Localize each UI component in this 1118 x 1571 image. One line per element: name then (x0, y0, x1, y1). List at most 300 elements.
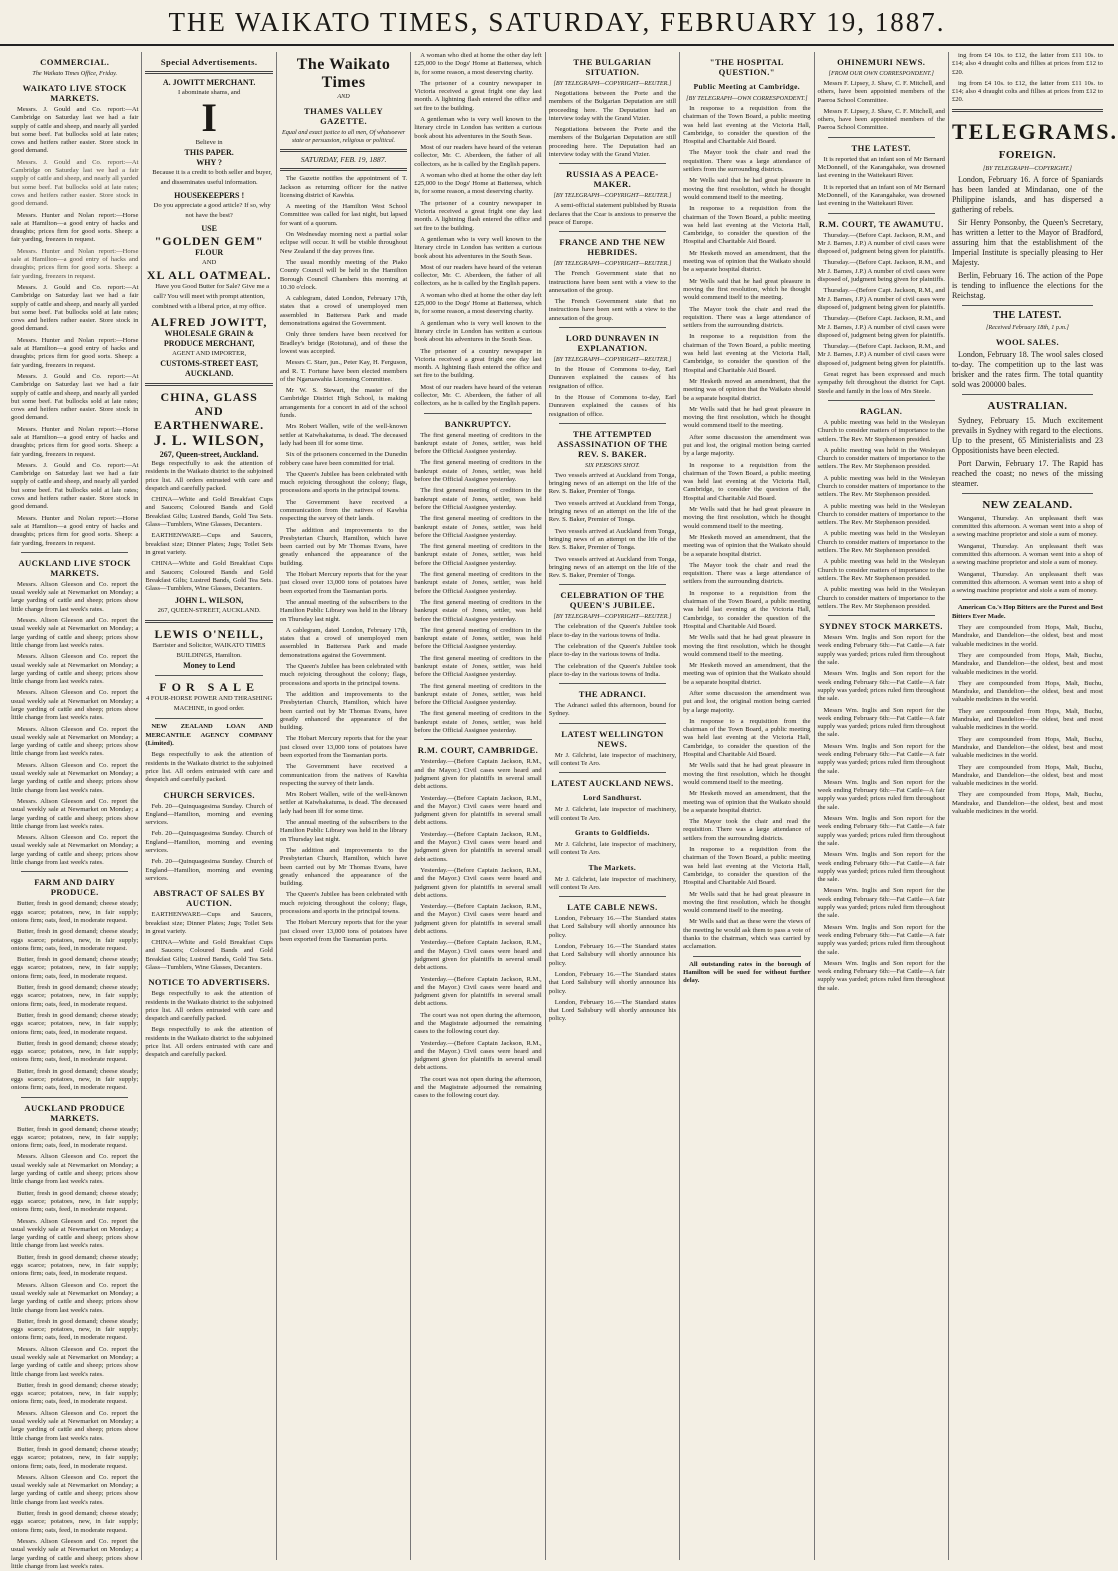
news-item: Sydney, February 15. Much excitement prevails in Sydney with regard to the elections. Up to the present, 65 Ministerialists and 23 Oppositionists have been elected. (951, 415, 1103, 455)
heading-new-zealand: NEW ZEALAND. (982, 498, 1073, 511)
ad-lewis-detail: Barrister and Solicitor, WAIKATO TIMES BUILDINGS, Hamilton. (152, 642, 266, 660)
ad-for-sale (145, 680, 272, 714)
news-item: The addition and improvements to the Presbyterian Church, Hamilton, which have been carried out by Mr Thomas Evans, have greatly enhanced the appearance of the building. (279, 846, 408, 888)
news-item: Mrs Robert Wallen, wife of the well-known settler at Kaiwhakatuma, is dead. The deceased lady had been ill for some time. (279, 423, 408, 447)
divider (559, 423, 666, 424)
article-paragraph: Messrs. Hunter and Nolan report:—Horse sale at Hamilton—a good entry of hacks and draughts; prices firm for good sorts. Sheep: a fair yarding, freezers in request. (11, 247, 139, 280)
ad-line: THIS PAPER. (184, 148, 234, 157)
divider (145, 620, 272, 623)
ad-text: Begs respectfully to ask the attention of residents in the Waikato district to the subjoined price list. All orders entrusted with care and despatch and carefully packed. (145, 1026, 273, 1059)
news-item: The Hobart Mercury reports that for the year just closed over 13,000 tons of potatoes have been exported from the Tasmanian ports. (279, 919, 408, 943)
news-item: The Queen's Jubilee has been celebrated with much rejoicing throughout the colony; flags, processions and sports in the principal towns. (279, 470, 408, 495)
news-item: Yesterday.—(Before Captain Jackson, R.M., and the Mayor.) Civil cases were heard and judgment given for plaintiffs in several small debt actions. (414, 975, 542, 1008)
article-paragraph: Messrs. Alison Gleeson and Co. report the usual weekly sale at Newmarket on Monday; a large yarding of cattle and sheep; prices show little change from last week's rates. (11, 1345, 139, 1378)
news-item: Wanganui, Thursday. An unpleasant theft was committed this afternoon. A woman went into a shop of a sewing machine proprietor and stole a sum of money. (951, 570, 1103, 595)
hop-bitters-ad-text: They are compounded from Hops, Malt, Buchu, Mandrake, and Dandelion—the oldest, best and most valuable medicines in the world. (951, 735, 1103, 760)
ad-big-letter: I (201, 95, 217, 140)
article-paragraph: Messrs. Alison Gleeson and Co. report the usual weekly sale at Newmarket on Monday; a large yarding of cattle and sheep; prices show little change from last week's rates. (11, 1217, 139, 1250)
divider (559, 231, 666, 232)
dateline: The Waikato Times Office, Friday. (32, 70, 118, 77)
news-item: The prisoner of a country newspaper in Victoria received a great fright one day last month. A lightning flash entered the office and set fire to the building. (414, 347, 542, 380)
heading-jubilee: CELEBRATION OF THE QUEEN'S JUBILEE. (560, 590, 665, 611)
divider (559, 584, 666, 585)
heading-wellington: LATEST WELLINGTON NEWS. (561, 728, 664, 749)
divider (145, 383, 272, 386)
news-item: The Hobart Mercury reports that for the year just closed over 13,000 tons of potatoes have been exported from the Tasmanian ports. (279, 571, 408, 595)
news-item: The addition and improvements to the Presbyterian Church, Hamilton, which have been carried out by Mr Thomas Evans, have greatly enhanced the appearance of the building. (279, 526, 408, 567)
article-paragraph: Butter, fresh in good demand; cheese steady; eggs scarce; potatoes, new, in fair supply; onions firm; oats, feed, in moderate request. (11, 1381, 139, 1406)
paper-name: The Waikato Times (296, 56, 391, 91)
article-paragraph: Messrs. Alison Gleeson and Co. report the usual weekly sale at Newmarket on Monday; a large yarding of cattle and sheep; prices show little change from last week's rates. (11, 689, 139, 722)
article-paragraph: Butter, fresh in good demand; cheese steady; eggs scarce; potatoes, new, in fair supply; onions firm; oats, feed, in moderate request. (11, 1253, 139, 1278)
news-item: Most of our readers have heard of the veteran collector, Mr. C. Aberdeen, the father of all collectors, as he is called by the English papers. (414, 383, 542, 408)
news-item: Only three tenders have been received for Bradley's bridge (Rototuna), and of these the lowest was accepted. (279, 331, 408, 355)
heading-sydney-stock: SYDNEY STOCK MARKETS. (819, 621, 943, 632)
news-item: Thursday.—(Before Capt. Jackson, R.M., and Mr J. Barnes, J.P.) A number of civil cases were disposed of, judgment being given for plaintiffs. (817, 315, 945, 339)
ad-text: Feb. 20—Quinquagesima Sunday. Church of England—Hamilton, morning and evening services. (145, 802, 273, 827)
article-paragraph: Messrs. Alison Gleeson and Co. report the usual weekly sale at Newmarket on Monday; a large yarding of cattle and sheep; prices show little change from last week's rates. (11, 1409, 139, 1442)
news-item: The first general meeting of creditors in the bankrupt estate of Jones, settler, was held before the Official Assignee yesterday. (414, 487, 542, 511)
divider (828, 400, 935, 401)
news-item: Mr Hesketh moved an amendment, that the meeting was of opinion that the Waikato should be a separate hospital district. (683, 533, 811, 558)
article-paragraph: Butter, fresh in good demand; cheese steady; eggs scarce; potatoes, new, in fair supply; onions firm; oats, feed, in moderate request. (11, 900, 139, 924)
news-item: Yesterday.—(Before Captain Jackson, R.M., and the Mayor.) Civil cases were heard and judgment given for plaintiffs in several small debt actions. (414, 903, 542, 936)
heading-australian: AUSTRALIAN. (987, 399, 1068, 412)
news-item: A gentleman who is very well known to the literary circle in London has written a curious book about his adventures in the South Seas. (414, 319, 542, 344)
ad-text: Have you Good Butter for Sale? Give me a call? You will meet with prompt attention, combined with a liberal price, at my office. (152, 283, 270, 310)
news-item: Great regret has been expressed and much sympathy felt throughout the district for Capt. Steele and family in the loss of Mrs Steele. (817, 371, 945, 395)
masthead (0, 0, 1114, 46)
divider (559, 327, 666, 328)
news-item: Two vessels arrived at Auckland from Tonga, bringing news of an attempt on the life of the Rev. S. Baker, Premier of Tonga. (548, 471, 677, 496)
article-paragraph: Messrs. Hunter and Nolan report:—Horse sale at Hamilton—a good entry of hacks and draughts; prices firm for good sorts. Sheep: a fair yarding, freezers in request. (11, 211, 139, 244)
hop-bitters-ad-text: They are compounded from Hops, Malt, Buchu, Mandrake, and Dandelion—the oldest, best and most valuable medicines in the world. (951, 791, 1103, 815)
article-paragraph: Butter, fresh in good demand; cheese steady; eggs scarce; potatoes, new, in fair supply; onions firm; oats, feed, in moderate request. (11, 1011, 139, 1036)
news-item: Mr W. S. Stewart, the master of the Cambridge District High School, is making arrangements for a concert in aid of the school funds. (279, 387, 408, 420)
news-item: A woman who died at home the other day left £25,000 to the Dogs' Home at Battersea, which is, for some reason, a most deserving charity. (414, 291, 542, 316)
news-item: Messrs Wm. Inglis and Son report for the week ending February 6th:—Fat Cattle—A fair supply was yarded; prices ruled firm throughout the sale. (817, 706, 945, 739)
news-item: Yesterday.—(Before Captain Jackson, R.M., and the Mayor.) Civil cases were heard and judgment given for plaintiffs in several small debt actions. (414, 939, 542, 972)
news-item: Messrs F. Lipsey, J. Shaw, C. F. Mitchell, and others, have been appointed members of the Paeroa School Committee. (817, 80, 945, 104)
news-item: The French Government state that no instructions have been sent with a view to the annexation of the group. (548, 298, 677, 322)
heading-dunraven: LORD DUNRAVEN IN EXPLANATION. (565, 333, 659, 354)
news-item: Mr Wells said that he had great pleasure in moving the first resolution, which he thought would commend itself to the meeting. (683, 506, 811, 530)
article-paragraph: Messrs. Alison Gleeson and Co. report the usual weekly sale at Newmarket on Monday; a large yarding of cattle and sheep; prices show little change from last week's rates. (11, 653, 139, 686)
divider (559, 163, 666, 164)
telegraph-credit: [BY TELEGRAPH—OWN CORRESPONDENT.] (686, 95, 808, 102)
article-paragraph: Messrs. Alison Gleeson and Co. report the usual weekly sale at Newmarket on Monday; a large yarding of cattle and sheep; prices show little change from last week's rates. (11, 761, 139, 794)
article-paragraph: Messrs. J. Gould and Co. report:—At Cambridge on Saturday last we had a fair supply of cattle and sheep, and nearly all yarded but some beef. Fat bullocks sold at late rates; cows and heifers rather easier. Store stock in good demand. (11, 158, 139, 208)
article-paragraph: Messrs. Alison Gleeson and Co. report the usual weekly sale at Newmarket on Monday; a large yarding of cattle and sheep; prices show little change from last week's rates. (11, 1473, 139, 1506)
news-item: A public meeting was held in the Wesleyan Church to consider matters of importance to the settlers. The Rev. Mr Stephenson presided. (817, 446, 945, 471)
news-item: Six of the prisoners concerned in the Dunedin robbery case have been committed for trial. (279, 451, 408, 467)
heading-adranci: THE ADRANCI. (578, 689, 647, 700)
divider (21, 1097, 128, 1098)
divider (559, 683, 666, 684)
news-item: Messrs Wm. Inglis and Son report for the week ending February 6th:—Fat Cattle—A fair supply was yarded; prices ruled firm throughout the sale. (817, 778, 945, 811)
news-item: In response to a requisition from the chairman of the Town Board, a public meeting was held last evening at the Victoria Hall, Cambridge, to consider the question of the Hospital and Charitable Aid Board. (683, 717, 811, 759)
news-item: The Government have received a communication from the natives of Kawhia respecting the survey of their lands. (279, 498, 408, 523)
ad-text: CHINA—White and Gold Breakfast Cups and Saucers; Coloured Bands and Gold Breakfast Gilts; Lustred Bands, Gold Tea Sets. Glass—Tumblers, Wine Glasses, Decanters. (145, 560, 273, 593)
telegraph-credit: [BY TELEGRAPH—COPYRIGHT—REUTER.] (553, 613, 672, 621)
news-item: The first general meeting of creditors in the bankrupt estate of Jones, settler, was held before the Official Assignee yesterday. (414, 654, 542, 679)
news-item: A gentleman who is very well known to the literary circle in London has written a curious book about his adventures in the South Seas. (414, 235, 542, 260)
ad-line: Believe in (195, 139, 223, 146)
news-item: Yesterday.—(Before Captain Jackson, R.M., and the Mayor.) Civil cases were heard and judgment given for plaintiffs in several small debt actions. (414, 794, 542, 827)
news-item: The Government have received a communication from the natives of Kawhia respecting the survey of their lands. (279, 763, 408, 787)
ad-role: WHOLESALE GRAIN & PRODUCE MERCHANT, (163, 329, 255, 348)
news-item: A public meeting was held in the Wesleyan Church to consider matters of importance to the settlers. The Rev. Mr Stephenson presided. (817, 530, 945, 555)
heading-notice: NOTICE TO ADVERTISERS. (148, 977, 270, 988)
news-item: Mr Wells said that he had great pleasure in moving the first resolution, which he thought would commend itself to the meeting. (683, 634, 811, 658)
subheading-goldfields: Grants to Goldfields. (575, 827, 650, 837)
news-item: Yesterday.—(Before Captain Jackson, R.M., and the Mayor.) Civil cases were heard and judgment given for plaintiffs in several small debt actions. (414, 866, 542, 899)
columns (8, 52, 1118, 1570)
news-item: London, February 16. A force of Spaniards has been landed at Mindanao, one of the Philippine islands, and has dispersed a gathering of rebels. (951, 174, 1103, 214)
column-hospital (680, 52, 814, 1560)
news-item: The first general meeting of creditors in the bankrupt estate of Jones, settler, was held before the Official Assignee yesterday. (414, 682, 542, 707)
news-item: A public meeting was held in the Wesleyan Church to consider matters of importance to the settlers. The Rev. Mr Stephenson presided. (817, 502, 945, 527)
ad-wilson-address: 267, Queen-street, Auckland. (159, 450, 259, 459)
divider (828, 137, 935, 138)
article-paragraph: Messrs. Alison Gleeson and Co. report the usual weekly sale at Newmarket on Monday; a large yarding of cattle and sheep; prices show little change from last week's rates. (11, 617, 139, 649)
news-item: The first general meeting of creditors in the bankrupt estate of Jones, settler, was held before the Official Assignee yesterday. (414, 543, 542, 567)
news-item: After some discussion the amendment was put and lost, the original motion being carried by a large majority. (683, 690, 811, 714)
divider (559, 772, 666, 773)
ad-wilson-name: J. L. WILSON, (153, 433, 265, 449)
subheading-meeting: Public Meeting at Cambridge. (693, 82, 801, 91)
news-item: A woman who died at home the other day left £25,000 to the Dogs' Home at Battersea, which is, for some reason, a most deserving charity. (414, 171, 542, 196)
news-item: Mr Hesketh moved an amendment, that the meeting was of opinion that the Waikato should be a separate hospital district. (683, 790, 811, 814)
news-item: A cablegram, dated London, February 17th, states that a crowd of unemployed men assembled in Battersea Park and made demonstrations against the Government. (279, 626, 408, 659)
news-item: Mr Wells said that he had great pleasure in moving the first resolution, which he thought would commend itself to the meeting. (683, 405, 811, 430)
article-paragraph: Messrs. Alison Gleeson and Co. report the usual weekly sale at Newmarket on Monday; a large yarding of cattle and sheep; prices show little change from last week's rates. (11, 1281, 139, 1314)
ad-text: CHINA—White and Gold Breakfast Cups and Saucers; Coloured Bands and Gold Breakfast Gilts; Lustred Bands, Gold Tea Sets. Glass—Tumblers, Wine Glasses, Decanters. (145, 939, 273, 971)
news-item: Messrs Wm. Inglis and Son report for the week ending February 6th:—Fat Cattle—A fair supply was yarded; prices ruled firm throughout the sale. (817, 670, 945, 703)
heading-hospital: "THE HOSPITAL QUESTION." (709, 57, 784, 77)
news-item: In response to a requisition from the chairman of the Town Board, a public meeting was held last evening at the Victoria Hall, Cambridge, to consider the question of the Hospital and Charitable Aid Board. (683, 589, 811, 630)
divider (952, 109, 1103, 112)
news-item: The prisoner of a country newspaper in Victoria received a great fright one day last month. A lightning flash entered the office and set fire to the building. (414, 199, 542, 232)
divider (962, 394, 1093, 395)
ad-text: Feb. 20—Quinquagesima Sunday. Church of England—Hamilton, morning and evening services. (145, 858, 273, 882)
telegraph-credit: [BY TELEGRAPH—COPYRIGHT—REUTER.] (553, 80, 672, 87)
article-paragraph: Butter, fresh in good demand; cheese steady; eggs scarce; potatoes, new, in fair supply; onions firm; oats, feed, in moderate request. (11, 1445, 139, 1470)
news-item: A public meeting was held in the Wesleyan Church to consider matters of importance to the settlers. The Rev. Mr Stephenson presided. (817, 558, 945, 582)
heading-church: CHURCH SERVICES. (163, 789, 255, 800)
news-item: The usual monthly meeting of the Piako County Council will be held in the Hamilton Borough Council Chambers this morning at 10.30 o'clock. (279, 258, 408, 291)
article-paragraph: Messrs. J. Gould and Co. report:—At Cambridge on Saturday last we had a fair supply of cattle and sheep, and nearly all yarded but some beef. Fat bullocks sold at late rates; cows and heifers rather easier. Store stock in good demand. (11, 283, 139, 333)
hop-bitters-ad-title: American Co.'s Hop Bitters are the Purest and Best Bitters Ever Made. (951, 604, 1103, 620)
divider (155, 675, 262, 676)
paper-subtitle: THAMES VALLEY GAZETTE. (303, 106, 384, 126)
article-paragraph: Butter, fresh in good demand; cheese steady; eggs scarce; potatoes, new, in fair supply; onions firm; oats, feed, in moderate request. (11, 1189, 139, 1214)
divider (424, 739, 531, 740)
article-paragraph: Butter, fresh in good demand; cheese steady; eggs scarce; potatoes, new, in fair supply; onions firm; oats, feed, in moderate request. (11, 928, 139, 952)
ad-text: Because it is a credit to both seller and buyer, and disseminates useful information. (152, 169, 273, 186)
subheading-markets: The Markets. (588, 862, 637, 872)
ad-address: CUSTOMS-STREET EAST, AUCKLAND. (160, 359, 259, 378)
paper-motto: Equal and exact justice to all men, Of whatsoever state or persuasion, religious or political. (281, 129, 406, 144)
news-item: Wanganui, Thursday. An unpleasant theft was committed this afternoon. A woman went into a shop of a sewing machine proprietor and stole a sum of money. (951, 542, 1103, 567)
article-paragraph: Butter, fresh in good demand; cheese steady; eggs scarce; potatoes, new, in fair supply; onions firm; oats, feed, in moderate request. (11, 984, 139, 1008)
telegraph-credit: [BY TELEGRAPH—COPYRIGHT—REUTER.] (553, 192, 672, 200)
news-item: On Wednesday morning next a partial solar eclipse will occur. It will be visible throughout New Zealand if the day proves fine. (279, 231, 408, 255)
news-item: The Mayor took the chair and read the requisition. There was a large attendance of settlers from the surrounding districts. (683, 561, 811, 586)
news-item: Messrs Wm. Inglis and Son report for the week ending February 6th:—Fat Cattle—A fair supply was yarded; prices ruled firm throughout the sale. (817, 887, 945, 920)
news-item: The French Government state that no instructions have been sent with a view to the annexation of the group. (548, 270, 677, 294)
heading-farm-produce: FARM AND DAIRY PRODUCE. (34, 877, 116, 898)
article-paragraph: Butter, fresh in good demand; cheese steady; eggs scarce; potatoes, new, in fair supply; onions firm; oats, feed, in moderate request. (11, 956, 139, 980)
heading-ohinemuri: OHINEMURI NEWS. (837, 57, 926, 67)
heading-livestock: WAIKATO LIVE STOCK MARKETS. (22, 83, 127, 103)
news-item: Mr Wells said that he had great pleasure in moving the first resolution, which he thought would commend itself to the meeting. (683, 890, 811, 915)
news-item: ing from £4 10s. to £12, the latter from £11 10s. to £14; also 4 draught colts and fillies at prices from £12 to £20. (951, 79, 1103, 104)
news-item: Berlin, February 16. The action of the Pope is tending to influence the elections for the Reichstag. (951, 270, 1103, 300)
news-item: Yesterday.—(Before Captain Jackson, R.M., and the Mayor.) Civil cases were heard and judgment given for plaintiffs in several small debt actions. (414, 830, 542, 863)
article-paragraph: Butter, fresh in good demand; cheese steady; eggs scarce; potatoes, new, in fair supply; onions firm; oats, feed, in moderate request. (11, 1039, 139, 1064)
news-item: Wanganui, Thursday. An unpleasant theft was committed this afternoon. A woman went into a shop of a sewing machine proprietor and stole a sum of money. (951, 514, 1103, 539)
divider (155, 718, 262, 719)
hop-bitters-ad-text: They are compounded from Hops, Malt, Buchu, Mandrake, and Dandelion—the oldest, best and most valuable medicines in the world. (951, 763, 1103, 788)
news-item: Sir Henry Ponsonby, the Queen's Secretary, has written a letter to the Mayor of Bradford, assuring him that the establishment of the Imperial Institute is specially pleasing to Her Majesty. (951, 217, 1103, 267)
news-item: After some discussion the amendment was put and lost, the original motion being carried by a large majority. (683, 433, 811, 458)
divider (962, 493, 1093, 494)
article-paragraph: Butter, fresh in good demand; cheese steady; eggs scarce; potatoes, new, in fair supply; onions firm; oats, feed, in moderate request. (11, 1067, 139, 1092)
heading-abstract: ABSTRACT OF SALES BY AUCTION. (153, 888, 266, 909)
article-paragraph: Butter, fresh in good demand; cheese steady; eggs scarce; potatoes, new, in fair supply; onions firm; oats, feed, in moderate request. (11, 1317, 139, 1342)
heading-commercial: COMMERCIAL. (40, 57, 110, 67)
heading-auckland-livestock: AUCKLAND LIVE STOCK MARKETS. (18, 557, 131, 578)
news-item: Messrs Wm. Inglis and Son report for the week ending February 6th:—Fat Cattle—A fair supply was yarded; prices ruled firm throughout the sale. (817, 815, 945, 847)
article-paragraph: Messrs. Alison Gleeson and Co. report the usual weekly sale at Newmarket on Monday; a large yarding of cattle and sheep; prices show little change from last week's rates. (11, 725, 139, 758)
news-item: Port Darwin, February 17. The Rapid has reached the coast; no news of the missing steamer. (951, 458, 1103, 488)
news-item: London, February 18. The wool sales closed to-day. The competition up to the last was brisker and the rates firm. The total quantity sold was 200000 bales. (951, 349, 1103, 389)
hop-bitters-ad-text: They are compounded from Hops, Malt, Buchu, Mandrake, and Dandelion—the oldest, best and most valuable medicines in the world. (951, 679, 1103, 704)
ad-text: Feb. 20—Quinquagesima Sunday. Church of England—Hamilton, morning and evening services. (145, 830, 273, 855)
heading-the-latest: THE LATEST. (993, 309, 1062, 321)
article-paragraph: Messrs. Alison Gleeson and Co. report the usual weekly sale at Newmarket on Monday; a large yarding of cattle and sheep; prices show little change from last week's rates. (11, 580, 139, 613)
news-item: The addition and improvements to the Presbyterian Church, Hamilton, which have been carried out by Mr Thomas Evans, have greatly enhanced the appearance of the building. (279, 690, 408, 732)
column-telegraph (546, 52, 680, 1560)
heading-wool: WOOL SALES. (995, 336, 1060, 347)
ad-wilson-sign (145, 596, 272, 616)
article-paragraph: Messrs. Hunter and Nolan report:—Horse sale at Hamilton—a good entry of hacks and draughts; prices firm for good sorts. Sheep: a fair yarding, freezers in request. (11, 514, 139, 547)
news-item: The Hobart Mercury reports that for the year just closed over 13,000 tons of potatoes have been exported from the Tasmanian ports. (279, 735, 408, 759)
hop-bitters-ad-text: They are compounded from Hops, Malt, Buchu, Mandrake, and Dandelion—the oldest, best and most valuable medicines in the world. (951, 651, 1103, 676)
ad-housekeepers: HOUSEKEEPERS ! (174, 191, 245, 200)
news-item: A public meeting was held in the Wesleyan Church to consider matters of importance to the settlers. The Rev. Mr Stephenson presided. (817, 586, 945, 610)
news-item: Mr J. Gilchrist, late inspector of machinery, will contest Te Aro. (548, 840, 677, 857)
news-item: Thursday.—(Before Capt. Jackson, R.M., and Mr J. Barnes, J.P.) A number of civil cases were disposed of, judgment being given for plaintiffs. (817, 343, 945, 367)
ad-line: I abominate shams, and (178, 89, 241, 96)
ad-text: NEW ZEALAND LOAN AND MERCANTILE AGENCY COMPANY (Limited). (145, 723, 273, 748)
news-item: The celebration of the Queen's Jubilee took place to-day in the various towns of India. (548, 642, 677, 659)
news-item: The celebration of the Queen's Jubilee took place to-day in the various towns of India. (548, 623, 677, 639)
news-item: The Adranci sailed this afternoon, bound for Sydney. (548, 702, 677, 718)
news-item: Messrs Wm. Inglis and Son report for the week ending February 6th:—Fat Cattle—A fair supply was yarded; prices ruled firm throughout the sale. (817, 923, 945, 956)
ad-use: USE (201, 224, 217, 233)
news-item: Thursday.—(Before Capt. Jackson, R.M., and Mr J. Barnes, J.P.) A number of civil cases were disposed of, judgment being given for plaintiffs. (817, 287, 945, 311)
column-commercial (8, 52, 142, 1570)
news-item: In response to a requisition from the chairman of the Town Board, a public meeting was held last evening at the Victoria Hall, Cambridge, to consider the question of the Hospital and Charitable Aid Board. (683, 461, 811, 502)
ad-text: Do you appreciate a good article? If so, why not have the best? (153, 202, 271, 219)
news-item: London, February 16.—The Standard states that Lord Salisbury will shortly announce his policy. (548, 943, 677, 967)
news-item: Most of our readers have heard of the veteran collector, Mr. C. Aberdeen, the father of all collectors, as he is called by the English papers. (414, 143, 542, 168)
heading-france: FRANCE AND THE NEW HEBRIDES. (559, 237, 666, 258)
divider (962, 305, 1093, 306)
news-item: Mr Wells said that he had great pleasure in moving the first resolution, which he thought would commend itself to the meeting. (683, 177, 811, 201)
column-editorial (277, 52, 411, 1560)
news-item: The court was not open during the afternoon, and the Magistrate adjourned the remaining cases to the following court day. (414, 1011, 542, 1036)
news-item: A public meeting was held in the Wesleyan Church to consider matters of importance to the settlers. The Rev. Mr Stephenson presided. (817, 474, 945, 499)
news-item: The annual meeting of the subscribers to the Hamilton Public Library was held in the library on Thursday last night. (279, 598, 408, 623)
news-item: A semi-official statement published by Russia declares that the Czar is anxious to preserve the peace of Europe. (548, 202, 677, 226)
news-item: Mr J. Gilchrist, late inspector of machinery, will contest Te Aro. (548, 806, 677, 822)
ad-text: CHINA—White and Gold Breakfast Cups and Saucers; Coloured Bands and Gold Breakfast Gilts; Lustred Bands, Gold Tea Sets. Glass—Tumblers, Wine Glasses, Decanters. (145, 496, 273, 529)
ad-why: WHY ? (196, 158, 222, 167)
news-item: The first general meeting of creditors in the bankrupt estate of Jones, settler, was held before the Official Assignee yesterday. (414, 459, 542, 484)
news-item: Mrs Robert Wallen, wife of the well-known settler at Kaiwhakatuma, is dead. The deceased lady had been ill for some time. (279, 791, 408, 815)
news-item: The Queen's Jubilee has been celebrated with much rejoicing throughout the colony; flags, processions and sports in the principal towns. (279, 663, 408, 687)
subheading-shot: SIX PERSONS SHOT. (585, 461, 640, 469)
ad-sign-address: 267, QUEEN-STREET, AUCKLAND. (157, 607, 261, 615)
news-item: A public meeting was held in the Wesleyan Church to consider matters of importance to the settlers. The Rev. Mr Stephenson presided. (817, 418, 945, 443)
news-item: Two vessels arrived at Auckland from Tonga, bringing news of an attempt on the life of the Rev. S. Baker, Premier of Tonga. (548, 555, 677, 580)
received-note: [Received February 18th, 1 p.m.] (985, 323, 1069, 331)
divider (280, 149, 407, 152)
telegraph-credit: [BY TELEGRAPH—COPYRIGHT.] (982, 164, 1072, 172)
news-item: The first general meeting of creditors in the bankrupt estate of Jones, settler, was held before the Official Assignee yesterday. (414, 710, 542, 735)
article-paragraph: Messrs. Hunter and Nolan report:—Horse sale at Hamilton—a good entry of hacks and draughts; prices firm for good sorts. Sheep: a fair yarding, freezers in request. (11, 425, 139, 458)
news-item: Thursday.—(Before Capt. Jackson, R.M., and Mr J. Barnes, J.P.) A number of civil cases were disposed of, judgment being given for plaintiffs. (817, 259, 945, 284)
article-paragraph: Messrs. Hunter and Nolan report:—Horse sale at Hamilton—a good entry of hacks and draughts; prices firm for good sorts. Sheep: a fair yarding, freezers in request. (11, 336, 139, 369)
column-news (411, 52, 545, 1560)
heading-telegrams: TELEGRAMS. (951, 118, 1118, 144)
news-item: The annual meeting of the subscribers to the Hamilton Public Library was held in the library on Thursday last night. (279, 819, 408, 843)
news-item: Most of our readers have heard of the veteran collector, Mr. C. Aberdeen, the father of all collectors, as he is called by the English papers. (414, 263, 542, 288)
news-item: It is reported that an infant son of Mr Bernard McDonnell, of the Karangahake, was drowned last evening in the Waitekauri River. (817, 155, 945, 180)
news-item: Yesterday.—(Before Captain Jackson, R.M., and the Mayor.) Civil cases were heard and judgment given for plaintiffs in several small debt actions. (414, 1039, 542, 1072)
news-item: The Gazette notifies the appointment of T. Jackson as returning officer for the native licensing district of Kawhia. (279, 175, 408, 199)
news-item: In response to a requisition from the chairman of the Town Board, a public meeting was held last evening at the Victoria Hall, Cambridge, to consider the question of the Hospital and Charitable Aid Board. (683, 205, 811, 246)
news-item: London, February 16.—The Standard states that Lord Salisbury will shortly announce his policy. (548, 915, 677, 939)
news-item: Mr Wells said that he had great pleasure in moving the first resolution, which he thought would commend itself to the meeting. (683, 762, 811, 786)
heading-bankruptcy: BANKRUPTCY. (444, 418, 512, 429)
news-item: It is reported that an infant son of Mr Bernard McDonnell, of the Karangahake, was drowned last evening in the Waitekauri River. (817, 183, 945, 208)
heading-foreign: FOREIGN. (998, 148, 1057, 161)
subheading-sandhurst: Lord Sandhurst. (583, 793, 642, 803)
telegraph-credit: [BY TELEGRAPH—COPYRIGHT—REUTER.] (553, 356, 672, 364)
news-item: The court was not open during the afternoon, and the Magistrate adjourned the remaining cases to the following court day. (414, 1075, 542, 1100)
news-item: The first general meeting of creditors in the bankrupt estate of Jones, settler, was held before the Official Assignee yesterday. (414, 431, 542, 456)
news-item: A meeting of the Hamilton West School Committee was called for last night, but lapsed for want of a quorum. (279, 203, 408, 227)
heading-assassination: THE ATTEMPTED ASSASSINATION OF THE REV. S. BAKER. (557, 428, 668, 459)
ad-text: Begs respectfully to ask the attention of residents in the Waikato district to the subjoined price list. All orders entrusted with care and despatch and carefully packed. (145, 460, 273, 492)
news-item: The Mayor took the chair and read the requisition. There was a large attendance of settlers from the surrounding districts. (683, 149, 811, 174)
news-item: Thursday.—(Before Capt. Jackson, R.M., and Mr J. Barnes, J.P.) A number of civil cases were disposed of, judgment being given for plaintiffs. (817, 231, 945, 256)
news-item: A woman who died at home the other day left £25,000 to the Dogs' Home at Battersea, which is, for some reason, a most deserving charity. (414, 52, 542, 76)
divider (145, 71, 272, 74)
ad-golden-gem: "GOLDEN GEM" (154, 234, 264, 248)
article-paragraph: Messrs. Alison Gleeson and Co. report the usual weekly sale at Newmarket on Monday; a large yarding of cattle and sheep; prices show little change from last week's rates. (11, 1537, 139, 1570)
column-telegrams (949, 52, 1118, 1560)
news-item: Mr Wells said that he had great pleasure in moving the first resolution, which he thought would commend itself to the meeting. (683, 277, 811, 302)
news-item: Mr J. Gilchrist, late inspector of machinery, will contest Te Aro. (548, 875, 677, 891)
heading-raglan: RAGLAN. (860, 405, 903, 416)
news-item: A cablegram, dated London, February 17th, states that a crowd of unemployed men assembled in Battersea Park and made demonstrations against the Government. (279, 295, 408, 328)
news-item: In the House of Commons to-day, Earl Dunraven explained the causes of his resignation of office. (548, 393, 677, 418)
news-item: Two vessels arrived at Auckland from Tonga, bringing news of an attempt on the life of the Rev. S. Baker, Premier of Tonga. (548, 527, 677, 552)
news-item: Messrs Wm. Inglis and Son report for the week ending February 6th:—Fat Cattle—A fair supply was yarded; prices ruled firm throughout the sale. (817, 634, 945, 667)
article-paragraph: Butter, fresh in good demand; cheese steady; eggs scarce; potatoes, new, in fair supply; onions firm; oats, feed, in moderate request. (11, 1510, 139, 1534)
divider (21, 871, 128, 872)
news-item: The first general meeting of creditors in the bankrupt estate of Jones, settler, was held before the Official Assignee yesterday. (414, 626, 542, 651)
news-item: London, February 16.—The Standard states that Lord Salisbury will shortly announce his policy. (548, 970, 677, 995)
heading-auckland-produce: AUCKLAND PRODUCE MARKETS. (24, 1102, 126, 1123)
news-item: Messrs C. Starr, jun., Peter Kay, H. Ferguson, and R. T. Fortune have been elected members of the Ngaruawahia Licensing Committee. (279, 359, 408, 383)
news-item: All outstanding rates in the borough of Hamilton will be sued for without further delay. (683, 960, 811, 985)
heading-special-ads: Special Advertisements. (160, 57, 258, 67)
column-advertisements (142, 52, 276, 1560)
issue-date: SATURDAY, FEB. 19, 1887. (300, 155, 387, 164)
ad-agent: A. JOWITT MERCHANT. (162, 78, 256, 87)
news-item: The first general meeting of creditors in the bankrupt estate of Jones, settler, was held before the Official Assignee yesterday. (414, 515, 542, 539)
divider (693, 956, 800, 957)
column-ohinemuri (815, 52, 949, 1560)
news-item: The first general meeting of creditors in the bankrupt estate of Jones, settler, was held before the Official Assignee yesterday. (414, 598, 542, 623)
heading-rm-court-te-awamutu: R.M. COURT, TE AWAMUTU. (818, 218, 944, 229)
news-item: Mr Hesketh moved an amendment, that the meeting was of opinion that the Waikato should be a separate hospital district. (683, 249, 811, 274)
ad-money: Money to Lend (183, 661, 236, 671)
divider (21, 552, 128, 553)
ad-text: Begs respectfully to ask the attention of residents in the Waikato district to the subjoined price list. All orders entrusted with care and despatch and carefully packed. (145, 751, 273, 784)
hop-bitters-ad-text: They are compounded from Hops, Malt, Buchu, Mandrake, and Dandelion—the oldest, best and most valuable medicines in the world. (951, 707, 1103, 732)
news-item: Messrs Wm. Inglis and Son report for the week ending February 6th:—Fat Cattle—A fair supply was yarded; prices ruled firm throughout the sale. (817, 959, 945, 992)
news-item: Messrs F. Lipsey, J. Shaw, C. F. Mitchell, and others, have been appointed members of the Paeroa School Committee. (817, 107, 945, 132)
divider (828, 213, 935, 214)
news-item: In response to a requisition from the chairman of the Town Board, a public meeting was held last evening at the Victoria Hall, Cambridge, to consider the question of the Hospital and Charitable Aid Board. (683, 105, 811, 146)
news-item: Yesterday.—(Before Captain Jackson, R.M., and the Mayor.) Civil cases were heard and judgment given for plaintiffs in several small debt actions. (414, 758, 542, 791)
article-paragraph: Messrs. J. Gould and Co. report:—At Cambridge on Saturday last we had a fair supply of cattle and sheep, and nearly all yarded but some beef. Fat bullocks sold at late rates; cows and heifers rather easier. Store stock in good demand. (11, 461, 139, 511)
article-paragraph: Messrs. Alison Gleeson and Co. report the usual weekly sale at Newmarket on Monday; a large yarding of cattle and sheep; prices show little change from last week's rates. (11, 797, 139, 830)
heading-russia: RUSSIA AS A PEACE-MAKER. (566, 169, 659, 190)
ad-name: ALFRED JOWITT, (150, 315, 268, 329)
news-item: In the House of Commons to-day, Earl Dunraven explained the causes of his resignation of office. (548, 366, 677, 390)
ad-forsale-title: FOR SALE (159, 680, 259, 695)
hop-bitters-ad-text: They are compounded from Hops, Malt, Buchu, Mandrake, and Dandelion—the oldest, best and most valuable medicines in the world. (951, 624, 1103, 648)
article-paragraph: Messrs. Alison Gleeson and Co. report the usual weekly sale at Newmarket on Monday; a large yarding of cattle and sheep; prices show little change from last week's rates. (11, 834, 139, 867)
news-item: Messrs Wm. Inglis and Son report for the week ending February 6th:—Fat Cattle—A fair supply was yarded; prices ruled firm throughout the sale. (817, 851, 945, 884)
ad-forsale-detail: 4 FOUR-HORSE POWER AND THRASHING MACHINE, in good order. (145, 695, 273, 713)
divider (828, 615, 935, 616)
news-item: The Mayor took the chair and read the requisition. There was a large attendance of settlers from the surrounding districts. (683, 305, 811, 330)
ad-sign: JOHN L. WILSON, (174, 596, 244, 606)
ad-oatmeal: XL ALL OATMEAL. (146, 268, 272, 282)
newspaper-title: THE WAIKATO TIMES, SATURDAY, FEBRUARY 19, 1887. (168, 7, 946, 37)
heading-auckland: LATEST AUCKLAND NEWS. (551, 778, 674, 789)
ad-text: Begs respectfully to ask the attention of residents in the Waikato district to the subjoined price list. All orders entrusted with care and despatch and carefully packed. (145, 990, 273, 1023)
news-item: In response to a requisition from the chairman of the Town Board, a public meeting was held last evening at the Victoria Hall, Cambridge, to consider the question of the Hospital and Charitable Aid Board. (683, 333, 811, 374)
divider (559, 896, 666, 897)
article-paragraph: Butter, fresh in good demand; cheese steady; eggs scarce; potatoes, new, in fair supply; onions firm; oats, feed, in moderate request. (11, 1125, 139, 1150)
article-paragraph: Messrs. Alison Gleeson and Co. report the usual weekly sale at Newmarket on Monday; a large yarding of cattle and sheep; prices show little change from last week's rates. (11, 1153, 139, 1186)
news-item: The Mayor took the chair and read the requisition. There was a large attendance of settlers from the surrounding districts. (683, 818, 811, 842)
news-item: Two vessels arrived at Auckland from Tonga, bringing news of an attempt on the life of the Rev. S. Baker, Premier of Tonga. (548, 499, 677, 524)
ad-and: AND (201, 259, 217, 266)
news-item: A gentleman who is very well known to the literary circle in London has written a curious book about his adventures in the South Seas. (414, 116, 542, 140)
ad-oneill (145, 627, 272, 671)
